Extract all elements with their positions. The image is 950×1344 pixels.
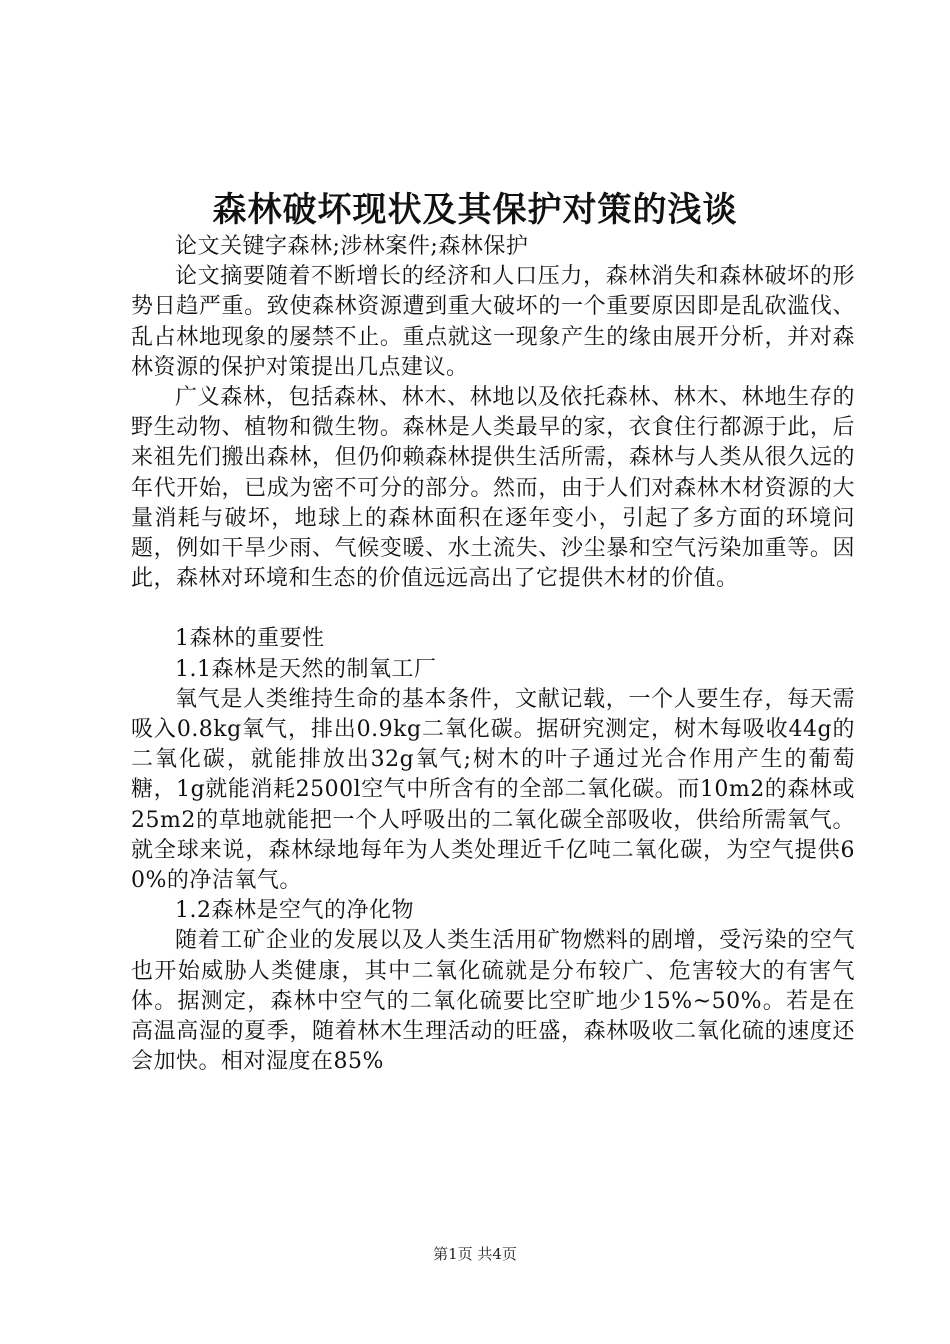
subsection-heading-1-1: 1.1森林是天然的制氧工厂 bbox=[175, 656, 437, 682]
keywords-paragraph: 论文关键字森林;涉林案件;森林保护 bbox=[175, 234, 529, 259]
intro-paragraph: 广义森林，包括森林、林木、林地以及依托森林、林木、林地生存的野生动物、植物和微生物。森林是人类最早的家，衣食住行都源于此，后来祖先们搬出森林，但仍仰赖森林提供生活所需，森林与人类从很久远的年代开始，已成为密不可分的部分。然而，由于人们对森林木材资源的大量消耗与破坏，地球上的森林面积在逐年变小，引起了多方面的环境问题，例如干旱少雨、气候变暖、水土流失、沙尘暴和空气污染加重等。因此，森林对环境和生态的价值远远高出了它提供木材的价值。 bbox=[131, 385, 855, 592]
subsection-heading-1-2: 1.2森林是空气的净化物 bbox=[175, 898, 414, 924]
page-footer: 第1页 共4页 bbox=[433, 1245, 517, 1263]
abstract-paragraph: 论文摘要随着不断增长的经济和人口压力，森林消失和森林破坏的形势日趋严重。致使森林资源遭到重大破坏的一个重要原因即是乱砍滥伐、乱占林地现象的屡禁不止。重点就这一现象产生的缘由展开分析，并对森林资源的保护对策提出几点建议。 bbox=[131, 264, 855, 380]
section-heading-1: 1森林的重要性 bbox=[175, 626, 325, 652]
oxygen-paragraph: 氧气是人类维持生命的基本条件，文献记载，一个人要生存，每天需吸入0.8kg氧气，排出0.9kg二氧化碳。据研究测定，树木每吸收44g的二氧化碳，就能排放出32g氧气;树木的叶子通过光合作用产生的葡萄糖，1g就能消耗2500l空气中所含有的全部二氧化碳。而10m2的森林或25m2的草地就能把一个人呼吸出的二氧化碳全部吸收，供给所需氧气。就全球来说，森林绿地每年为人类处理近千亿吨二氧化碳，为空气提供60%的净洁氧气。 bbox=[131, 686, 855, 894]
document-title: 森林破坏现状及其保护对策的浅谈 bbox=[212, 190, 738, 230]
document-body bbox=[131, 232, 855, 1077]
air-purification-paragraph: 随着工矿企业的发展以及人类生活用矿物燃料的剧增，受污染的空气也开始威胁人类健康，其中二氧化硫就是分布较广、危害较大的有害气体。据测定，森林中空气的二氧化硫要比空旷地少15%~50%。若是在高温高湿的夏季，随着林木生理活动的旺盛，森林吸收二氧化硫的速度还会加快。相对湿度在85% bbox=[131, 928, 855, 1075]
